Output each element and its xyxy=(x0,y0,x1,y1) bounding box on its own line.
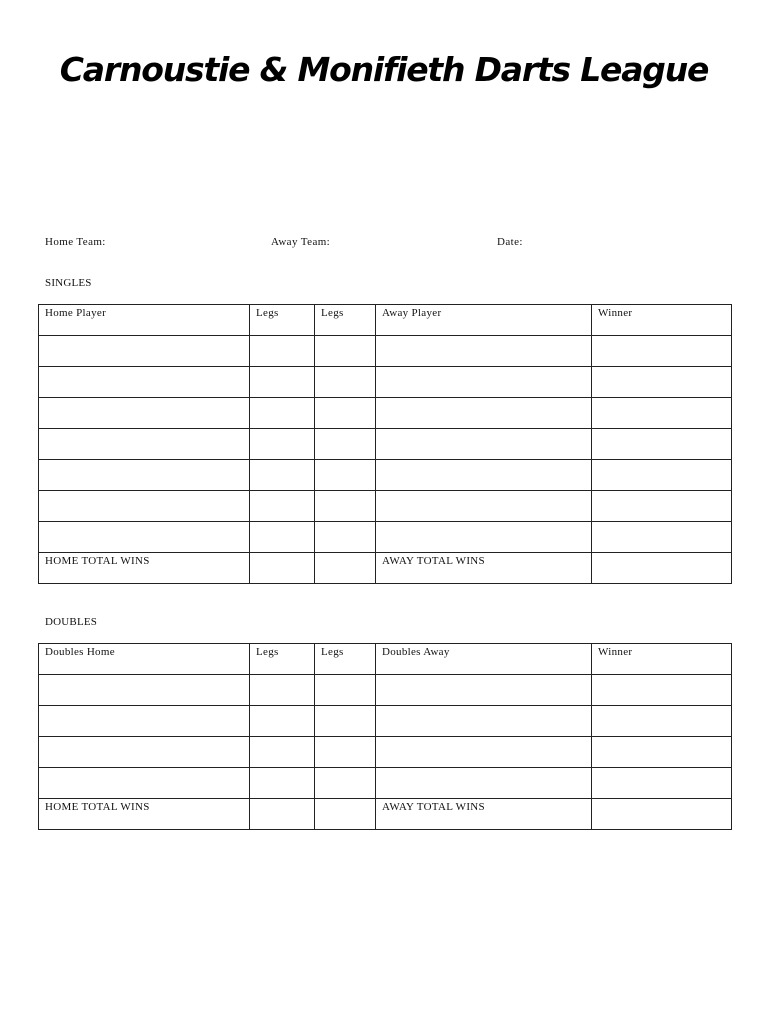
winner-cell[interactable] xyxy=(592,429,732,460)
table-row xyxy=(39,367,732,398)
away-total-legs-cell[interactable] xyxy=(315,799,376,830)
doubles-table xyxy=(38,643,732,830)
home-legs-cell[interactable] xyxy=(250,675,315,706)
home-entry-cell[interactable] xyxy=(39,429,250,460)
away-legs-cell[interactable] xyxy=(315,522,376,553)
home-legs-cell[interactable] xyxy=(250,367,315,398)
away-legs-cell[interactable] xyxy=(315,737,376,768)
table-row xyxy=(39,429,732,460)
home-legs-cell[interactable] xyxy=(250,522,315,553)
singles-table xyxy=(38,304,732,584)
home-entry-cell[interactable] xyxy=(39,460,250,491)
winner-header: Winner xyxy=(592,305,732,336)
total-winner-cell[interactable] xyxy=(592,553,732,584)
away-entry-cell[interactable] xyxy=(376,737,592,768)
away-player-header: Away Player xyxy=(376,305,592,336)
doubles-away-header: Doubles Away xyxy=(376,644,592,675)
home-legs-cell[interactable] xyxy=(250,336,315,367)
winner-cell[interactable] xyxy=(592,367,732,398)
away-legs-cell[interactable] xyxy=(315,398,376,429)
doubles-section-label: DOUBLES xyxy=(45,616,98,628)
home-team-label: Home Team: xyxy=(45,236,106,248)
date-label: Date: xyxy=(497,236,523,248)
table-row xyxy=(39,768,732,799)
table-row xyxy=(39,675,732,706)
away-legs-cell[interactable] xyxy=(315,768,376,799)
home-entry-cell[interactable] xyxy=(39,398,250,429)
away-legs-cell[interactable] xyxy=(315,429,376,460)
home-legs-header: Legs xyxy=(250,305,315,336)
home-total-legs-cell[interactable] xyxy=(250,799,315,830)
away-entry-cell[interactable] xyxy=(376,491,592,522)
home-legs-cell[interactable] xyxy=(250,768,315,799)
table-row xyxy=(39,460,732,491)
home-total-legs-cell[interactable] xyxy=(250,553,315,584)
winner-cell[interactable] xyxy=(592,737,732,768)
winner-cell[interactable] xyxy=(592,522,732,553)
winner-cell[interactable] xyxy=(592,491,732,522)
away-entry-cell[interactable] xyxy=(376,336,592,367)
table-row xyxy=(39,737,732,768)
singles-header-row xyxy=(39,305,732,336)
table-row xyxy=(39,522,732,553)
away-legs-header: Legs xyxy=(315,305,376,336)
table-row xyxy=(39,398,732,429)
away-entry-cell[interactable] xyxy=(376,367,592,398)
winner-cell[interactable] xyxy=(592,706,732,737)
home-total-wins-label: HOME TOTAL WINS xyxy=(39,553,250,584)
singles-section-label: SINGLES xyxy=(45,277,92,289)
winner-cell[interactable] xyxy=(592,398,732,429)
home-legs-cell[interactable] xyxy=(250,398,315,429)
home-entry-cell[interactable] xyxy=(39,336,250,367)
away-team-label: Away Team: xyxy=(271,236,331,248)
winner-cell[interactable] xyxy=(592,336,732,367)
totals-row xyxy=(39,799,732,830)
home-legs-cell[interactable] xyxy=(250,460,315,491)
away-legs-cell[interactable] xyxy=(315,367,376,398)
home-entry-cell[interactable] xyxy=(39,491,250,522)
away-entry-cell[interactable] xyxy=(376,675,592,706)
home-entry-cell[interactable] xyxy=(39,768,250,799)
total-winner-cell[interactable] xyxy=(592,799,732,830)
table-row xyxy=(39,336,732,367)
doubles-home-header: Doubles Home xyxy=(39,644,250,675)
winner-cell[interactable] xyxy=(592,675,732,706)
home-entry-cell[interactable] xyxy=(39,737,250,768)
away-entry-cell[interactable] xyxy=(376,429,592,460)
home-legs-cell[interactable] xyxy=(250,737,315,768)
home-player-header: Home Player xyxy=(39,305,250,336)
away-entry-cell[interactable] xyxy=(376,522,592,553)
away-total-legs-cell[interactable] xyxy=(315,553,376,584)
away-legs-cell[interactable] xyxy=(315,706,376,737)
winner-header: Winner xyxy=(592,644,732,675)
home-legs-cell[interactable] xyxy=(250,706,315,737)
home-entry-cell[interactable] xyxy=(39,522,250,553)
away-total-wins-label: AWAY TOTAL WINS xyxy=(376,799,592,830)
home-legs-header: Legs xyxy=(250,644,315,675)
winner-cell[interactable] xyxy=(592,768,732,799)
away-entry-cell[interactable] xyxy=(376,460,592,491)
doubles-header-row xyxy=(39,644,732,675)
home-entry-cell[interactable] xyxy=(39,367,250,398)
away-legs-cell[interactable] xyxy=(315,491,376,522)
league-title: Carnoustie & Monifieth Darts League xyxy=(59,50,709,89)
away-entry-cell[interactable] xyxy=(376,768,592,799)
home-legs-cell[interactable] xyxy=(250,429,315,460)
home-total-wins-label: HOME TOTAL WINS xyxy=(39,799,250,830)
away-legs-cell[interactable] xyxy=(315,675,376,706)
table-row xyxy=(39,706,732,737)
away-entry-cell[interactable] xyxy=(376,706,592,737)
away-total-wins-label: AWAY TOTAL WINS xyxy=(376,553,592,584)
home-legs-cell[interactable] xyxy=(250,491,315,522)
away-legs-header: Legs xyxy=(315,644,376,675)
home-entry-cell[interactable] xyxy=(39,706,250,737)
totals-row xyxy=(39,553,732,584)
away-entry-cell[interactable] xyxy=(376,398,592,429)
home-entry-cell[interactable] xyxy=(39,675,250,706)
winner-cell[interactable] xyxy=(592,460,732,491)
away-legs-cell[interactable] xyxy=(315,460,376,491)
away-legs-cell[interactable] xyxy=(315,336,376,367)
table-row xyxy=(39,491,732,522)
